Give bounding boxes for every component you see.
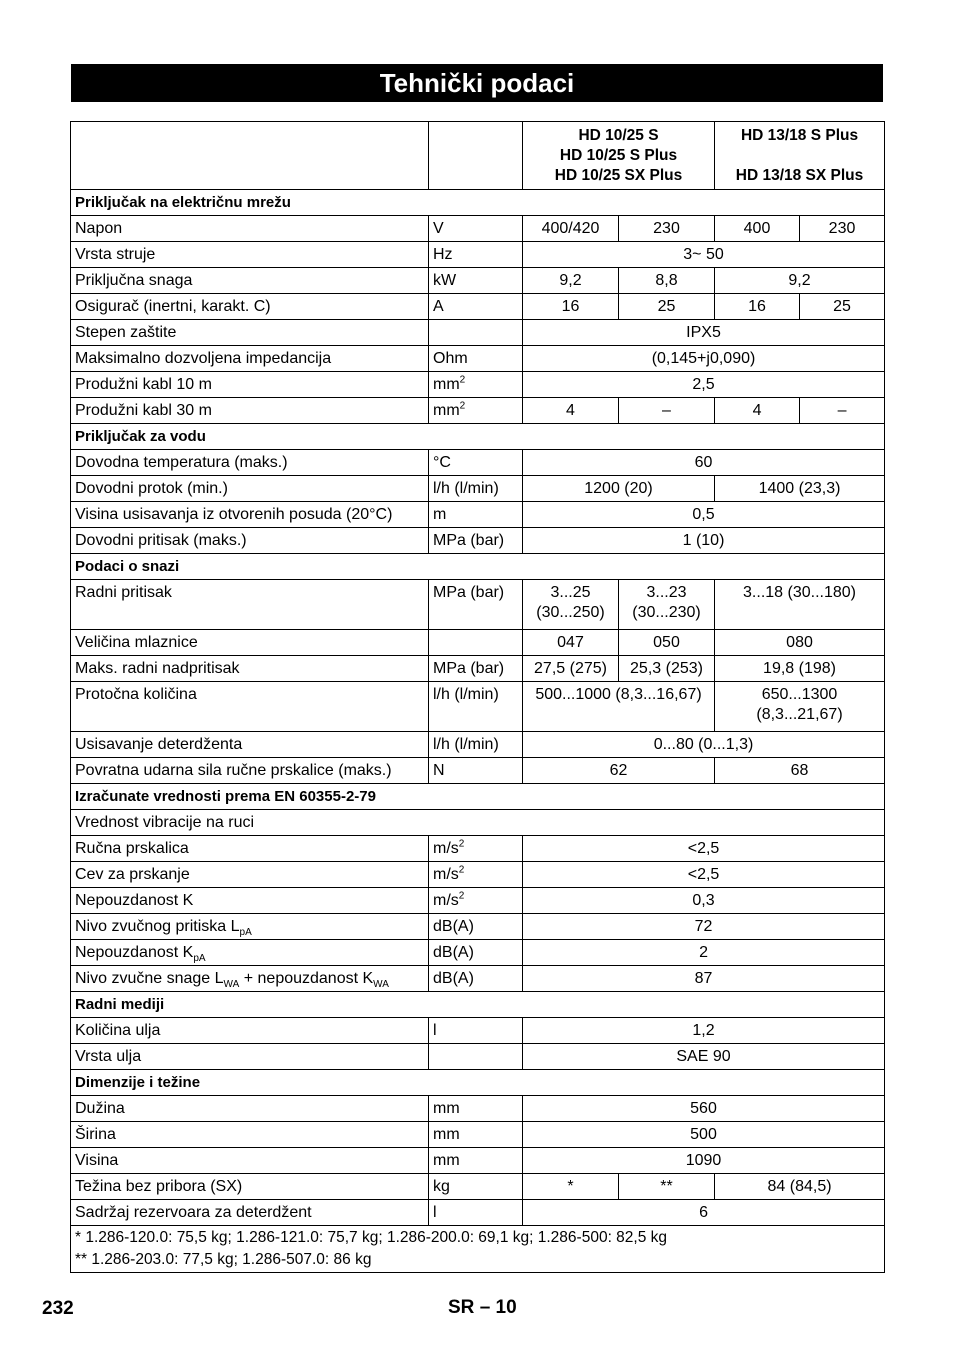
section-title: Dimenzije i težine: [71, 1070, 885, 1096]
row-value: <2,5: [523, 862, 885, 888]
footnote-1: * 1.286-120.0: 75,5 kg; 1.286-121.0: 75,7 kg; 1.286-200.0: 69,1 kg; 1.286-500: 82,5 kg: [75, 1229, 668, 1246]
row-value: 68: [715, 758, 885, 784]
table-row: [71, 656, 885, 682]
table-row: [71, 372, 885, 398]
row-unit: kg: [429, 1174, 523, 1200]
row-value: 9,2: [715, 268, 885, 294]
row-unit: l: [429, 1018, 523, 1044]
row-value: 6: [523, 1200, 885, 1226]
table-row: [71, 1174, 885, 1200]
table-row: [71, 1096, 885, 1122]
row-value: 8,8: [619, 268, 715, 294]
row-label: Maksimalno dozvoljena impedancija: [71, 346, 429, 372]
row-unit: l/h (l/min): [429, 732, 523, 758]
row-unit: [429, 1044, 523, 1070]
row-unit: l: [429, 1200, 523, 1226]
row-label: Dovodna temperatura (maks.): [71, 450, 429, 476]
row-unit: l/h (l/min): [429, 476, 523, 502]
table-row: [71, 732, 885, 758]
table-row: [71, 888, 885, 914]
table-row: [71, 1044, 885, 1070]
row-unit: $mm^2$: [429, 372, 523, 398]
table-row: [71, 398, 885, 424]
row-unit: mm: [429, 1096, 523, 1122]
table-row: [71, 836, 885, 862]
table-row: [71, 502, 885, 528]
table-row: [71, 528, 885, 554]
row-value: 3...18 (30...180): [715, 580, 885, 630]
row-label: Vrsta struje: [71, 242, 429, 268]
row-label: Dovodni pritisak (maks.): [71, 528, 429, 554]
row-value: 16: [715, 294, 800, 320]
table-row: [71, 320, 885, 346]
table-row: [71, 1148, 885, 1174]
footnote-2: ** 1.286-203.0: 77,5 kg; 1.286-507.0: 86 kg: [75, 1251, 372, 1268]
row-value: 72: [523, 914, 885, 940]
row-label: Ručna prskalica: [71, 836, 429, 862]
row-value: 87: [523, 966, 885, 992]
table-row: [71, 268, 885, 294]
row-unit: dB(A): [429, 940, 523, 966]
row-label: Nepouzdanost K: [71, 888, 429, 914]
row-unit: dB(A): [429, 914, 523, 940]
row-label: Produžni kabl 10 m: [71, 372, 429, 398]
section-row: [71, 992, 885, 1018]
table-row: [71, 450, 885, 476]
row-label: Radni pritisak: [71, 580, 429, 630]
row-value: (0,145+j0,090): [523, 346, 885, 372]
row-value: 19,8 (198): [715, 656, 885, 682]
table-row: [71, 346, 885, 372]
row-value: 047: [523, 630, 619, 656]
row-value: 560: [523, 1096, 885, 1122]
row-value: <2,5: [523, 836, 885, 862]
row-value: 500: [523, 1122, 885, 1148]
row-unit: $m/s^2$: [429, 888, 523, 914]
row-unit: Hz: [429, 242, 523, 268]
row-unit: N: [429, 758, 523, 784]
section-row: [71, 554, 885, 580]
row-label: Nepouzdanost $K_{pA}$: [71, 940, 429, 966]
table-row: [71, 914, 885, 940]
footnotes: [71, 1226, 885, 1273]
page-label: SR – 10: [448, 1297, 517, 1318]
row-label: Vrsta ulja: [71, 1044, 429, 1070]
row-value: 1200 (20): [523, 476, 715, 502]
row-value: 25: [619, 294, 715, 320]
section-row: [71, 1070, 885, 1096]
row-label: Usisavanje deterdženta: [71, 732, 429, 758]
row-value: 3...23 (30...230): [619, 580, 715, 630]
section-title: Podaci o snazi: [71, 554, 885, 580]
row-value: 400/420: [523, 216, 619, 242]
row-label: Priključna snaga: [71, 268, 429, 294]
page-title: Tehnički podaci: [71, 64, 883, 102]
table-row: [71, 1122, 885, 1148]
row-value: SAE 90: [523, 1044, 885, 1070]
row-unit: mm: [429, 1148, 523, 1174]
row-label: Nivo zvučne snage $L_{WA}$ + nepouzdanost $K_{WA}$: [71, 966, 429, 992]
row-unit: $mm^2$: [429, 398, 523, 424]
row-value: 3~ 50: [523, 242, 885, 268]
section-title: Izračunate vrednosti prema EN 60355-2-79: [71, 784, 885, 810]
table-row: [71, 682, 885, 732]
section-title: Radni mediji: [71, 992, 885, 1018]
row-unit: [429, 630, 523, 656]
table-row: [71, 216, 885, 242]
row-unit: [429, 320, 523, 346]
table-header-row: [71, 122, 885, 190]
row-label: Vrednost vibracije na ruci: [71, 810, 885, 836]
row-value: 050: [619, 630, 715, 656]
table-row: [71, 476, 885, 502]
row-label: Visina: [71, 1148, 429, 1174]
row-label: Dužina: [71, 1096, 429, 1122]
row-label: Širina: [71, 1122, 429, 1148]
row-value: 3...25 (30...250): [523, 580, 619, 630]
row-value: 080: [715, 630, 885, 656]
row-unit: MPa (bar): [429, 528, 523, 554]
row-label: Maks. radni nadpritisak: [71, 656, 429, 682]
table-row: [71, 758, 885, 784]
row-label: Napon: [71, 216, 429, 242]
table-row: [71, 810, 885, 836]
row-label: Dovodni protok (min.): [71, 476, 429, 502]
row-unit: Ohm: [429, 346, 523, 372]
row-value: 62: [523, 758, 715, 784]
section-title: Priključak na električnu mrežu: [71, 190, 885, 216]
technical-data-table: [70, 121, 885, 1273]
table-row: [71, 630, 885, 656]
row-value: 1090: [523, 1148, 885, 1174]
model-group-hd1025: HD 10/25 S HD 10/25 S Plus HD 10/25 SX Plus: [523, 122, 715, 190]
section-row: [71, 424, 885, 450]
row-label: Količina ulja: [71, 1018, 429, 1044]
row-unit: MPa (bar): [429, 656, 523, 682]
row-value: 25: [800, 294, 885, 320]
row-value: 2: [523, 940, 885, 966]
row-label: Cev za prskanje: [71, 862, 429, 888]
row-value: 1,2: [523, 1018, 885, 1044]
row-value: 230: [619, 216, 715, 242]
row-unit: kW: [429, 268, 523, 294]
table-row: [71, 940, 885, 966]
row-value: 16: [523, 294, 619, 320]
row-value: **: [619, 1174, 715, 1200]
row-label: Protočna količina: [71, 682, 429, 732]
row-value: 0...80 (0...1,3): [523, 732, 885, 758]
page-number: 232: [42, 1298, 74, 1319]
row-label: Produžni kabl 30 m: [71, 398, 429, 424]
row-value: 4: [715, 398, 800, 424]
table-row: [71, 242, 885, 268]
row-value: –: [800, 398, 885, 424]
table-row: [71, 1018, 885, 1044]
row-unit: MPa (bar): [429, 580, 523, 630]
row-label: Sadržaj rezervoara za deterdžent: [71, 1200, 429, 1226]
table-row: [71, 862, 885, 888]
row-unit: mm: [429, 1122, 523, 1148]
row-unit: °C: [429, 450, 523, 476]
row-value: 25,3 (253): [619, 656, 715, 682]
row-value: 9,2: [523, 268, 619, 294]
row-value: 27,5 (275): [523, 656, 619, 682]
row-value: 0,5: [523, 502, 885, 528]
row-value: 2,5: [523, 372, 885, 398]
footnote-row: [71, 1226, 885, 1273]
row-value: 60: [523, 450, 885, 476]
row-label: Povratna udarna sila ručne prskalice (maks.): [71, 758, 429, 784]
row-unit: dB(A): [429, 966, 523, 992]
row-value: 230: [800, 216, 885, 242]
row-label: Visina usisavanja iz otvorenih posuda (20°C): [71, 502, 429, 528]
row-value: IPX5: [523, 320, 885, 346]
table-row: [71, 966, 885, 992]
row-value: 500...1000 (8,3...16,67): [523, 682, 715, 732]
row-label: Osigurač (inertni, karakt. C): [71, 294, 429, 320]
row-unit: $m/s^2$: [429, 836, 523, 862]
row-label: Stepen zaštite: [71, 320, 429, 346]
row-value: 650...1300 (8,3...21,67): [715, 682, 885, 732]
row-value: 400: [715, 216, 800, 242]
row-label: Nivo zvučnog pritiska $L_{pA}$: [71, 914, 429, 940]
row-unit: A: [429, 294, 523, 320]
row-value: 1400 (23,3): [715, 476, 885, 502]
model-group-hd1318: HD 13/18 S Plus HD 13/18 SX Plus: [715, 122, 885, 190]
row-unit: l/h (l/min): [429, 682, 523, 732]
row-value: 0,3: [523, 888, 885, 914]
table-row: [71, 580, 885, 630]
row-value: 84 (84,5): [715, 1174, 885, 1200]
section-row: [71, 190, 885, 216]
table-row: [71, 294, 885, 320]
row-value: *: [523, 1174, 619, 1200]
row-unit: V: [429, 216, 523, 242]
row-label: Veličina mlaznice: [71, 630, 429, 656]
row-unit: m: [429, 502, 523, 528]
table-row: [71, 1200, 885, 1226]
section-title: Priključak za vodu: [71, 424, 885, 450]
row-value: –: [619, 398, 715, 424]
row-label: Težina bez pribora (SX): [71, 1174, 429, 1200]
row-unit: $m/s^2$: [429, 862, 523, 888]
section-row: [71, 784, 885, 810]
row-value: 4: [523, 398, 619, 424]
row-value: 1 (10): [523, 528, 885, 554]
